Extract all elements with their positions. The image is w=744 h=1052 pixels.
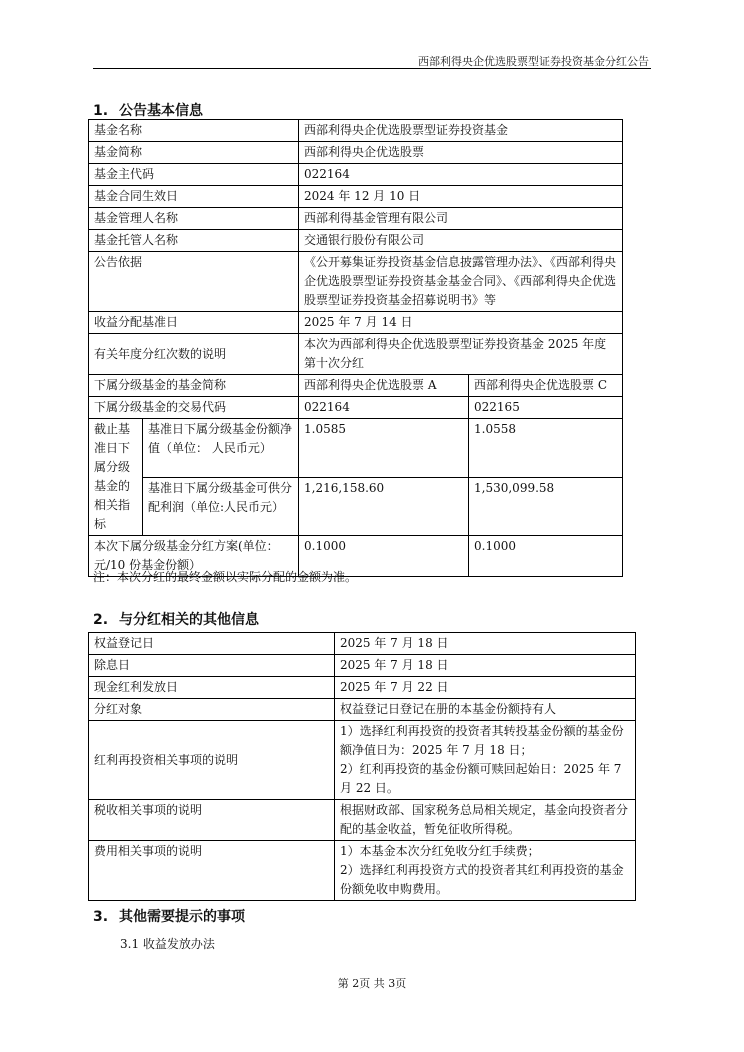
section-3-title: 其他需要提示的事项 xyxy=(119,909,245,925)
fund-name-label: 基金名称 xyxy=(89,120,299,142)
nav-a: 1.0585 xyxy=(299,419,469,478)
section-2-title: 与分红相关的其他信息 xyxy=(119,612,259,628)
reinvest-line-2: 2）红利再投资的基金份额可赎回起始日：2025 年 7 月 22 日。 xyxy=(340,762,622,795)
pay-date-value: 2025 年 7 月 22 日 xyxy=(335,677,636,699)
table-row xyxy=(89,334,623,375)
table-row xyxy=(89,633,636,655)
fee-label: 费用相关事项的说明 xyxy=(89,841,335,901)
section-1-number: 1. xyxy=(93,103,109,119)
section-2-number: 2. xyxy=(93,612,109,628)
fee-line-2: 2）选择红利再投资方式的投资者其红利再投资的基金份额免收申购费用。 xyxy=(340,863,624,896)
plan-label: 本次下属分级基金分红方案(单位：元/10 份基金份额） xyxy=(89,536,299,577)
table-row xyxy=(89,142,623,164)
table-row xyxy=(89,312,623,334)
header-divider xyxy=(93,68,651,69)
table-row xyxy=(89,419,623,478)
benchmark-date-value: 2025 年 7 月 14 日 xyxy=(299,312,623,334)
times-note-value: 本次为西部利得央企优选股票型证券投资基金 2025 年度第十次分红 xyxy=(299,334,623,375)
fund-abbr-label: 基金简称 xyxy=(89,142,299,164)
table-row xyxy=(89,208,623,230)
dividend-info-table xyxy=(88,632,636,901)
table-row xyxy=(89,655,636,677)
section-3-1-heading: 3.1 收益发放办法 xyxy=(120,937,215,951)
share-code-a: 022164 xyxy=(299,397,469,419)
share-code-c: 022165 xyxy=(469,397,623,419)
effective-date-label: 基金合同生效日 xyxy=(89,186,299,208)
profit-c: 1,530,099.58 xyxy=(469,477,623,536)
fund-code-value: 022164 xyxy=(299,164,623,186)
table-row xyxy=(89,186,623,208)
table-row xyxy=(89,721,636,800)
share-abbr-a: 西部利得央企优选股票 A xyxy=(299,375,469,397)
record-date-label: 权益登记日 xyxy=(89,633,335,655)
table-row xyxy=(89,800,636,841)
record-date-value: 2025 年 7 月 18 日 xyxy=(335,633,636,655)
manager-label: 基金管理人名称 xyxy=(89,208,299,230)
basic-info-table xyxy=(88,119,623,577)
reinvest-line-1: 1）选择红利再投资的投资者其转投基金份额的基金份额净值日为：2025 年 7 月 18 日； xyxy=(340,724,624,757)
ex-date-label: 除息日 xyxy=(89,655,335,677)
table-row xyxy=(89,477,623,536)
share-code-label: 下属分级基金的交易代码 xyxy=(89,397,299,419)
table-row xyxy=(89,699,636,721)
indicator-group-label: 截止基准日下属分级基金的相关指标 xyxy=(89,419,143,536)
tax-label: 税收相关事项的说明 xyxy=(89,800,335,841)
fee-line-1: 1）本基金本次分红免收分红手续费； xyxy=(340,844,540,858)
table-row xyxy=(89,375,623,397)
share-abbr-label: 下属分级基金的基金简称 xyxy=(89,375,299,397)
table-row xyxy=(89,841,636,901)
table-row xyxy=(89,120,623,142)
basis-value: 《公开募集证券投资基金信息披露管理办法》、《西部利得央企优选股票型证券投资基金基金合同》、《西部利得央企优选股票型证券投资基金招募说明书》等 xyxy=(299,252,623,312)
tax-value: 根据财政部、国家税务总局相关规定，基金向投资者分配的基金收益，暂免征收所得税。 xyxy=(335,800,636,841)
fund-abbr-value: 西部利得央企优选股票 xyxy=(299,142,623,164)
fund-code-label: 基金主代码 xyxy=(89,164,299,186)
section-1-note: 注：本次分红的最终金额以实际分配的金额为准。 xyxy=(93,570,358,584)
reinvest-value xyxy=(335,721,636,800)
section-3-number: 3. xyxy=(93,909,109,925)
table-row xyxy=(89,164,623,186)
basis-label: 公告依据 xyxy=(89,252,299,312)
table-row xyxy=(89,397,623,419)
section-2-heading xyxy=(93,609,259,629)
custodian-label: 基金托管人名称 xyxy=(89,230,299,252)
profit-label: 基准日下属分级基金可供分配利润（单位:人民币元） xyxy=(143,477,299,536)
share-abbr-c: 西部利得央企优选股票 C xyxy=(469,375,623,397)
target-value: 权益登记日登记在册的本基金份额持有人 xyxy=(335,699,636,721)
ex-date-value: 2025 年 7 月 18 日 xyxy=(335,655,636,677)
fund-name-value: 西部利得央企优选股票型证券投资基金 xyxy=(299,120,623,142)
section-1-heading xyxy=(93,100,203,120)
times-note-label: 有关年度分红次数的说明 xyxy=(89,334,299,375)
fee-value xyxy=(335,841,636,901)
custodian-value: 交通银行股份有限公司 xyxy=(299,230,623,252)
benchmark-date-label: 收益分配基准日 xyxy=(89,312,299,334)
nav-c: 1.0558 xyxy=(469,419,623,478)
target-label: 分红对象 xyxy=(89,699,335,721)
document-header-title: 西部利得央企优选股票型证券投资基金分红公告 xyxy=(418,55,649,68)
table-row xyxy=(89,252,623,312)
table-row xyxy=(89,230,623,252)
page-number: 第 2页 共 3页 xyxy=(337,977,407,990)
plan-c: 0.1000 xyxy=(469,536,623,577)
section-1-title: 公告基本信息 xyxy=(119,103,203,119)
nav-label: 基准日下属分级基金份额净值（单位： 人民币元） xyxy=(143,419,299,478)
manager-value: 西部利得基金管理有限公司 xyxy=(299,208,623,230)
table-row xyxy=(89,677,636,699)
section-3-heading xyxy=(93,906,245,926)
effective-date-value: 2024 年 12 月 10 日 xyxy=(299,186,623,208)
reinvest-label: 红利再投资相关事项的说明 xyxy=(89,721,335,800)
pay-date-label: 现金红利发放日 xyxy=(89,677,335,699)
plan-a: 0.1000 xyxy=(299,536,469,577)
profit-a: 1,216,158.60 xyxy=(299,477,469,536)
